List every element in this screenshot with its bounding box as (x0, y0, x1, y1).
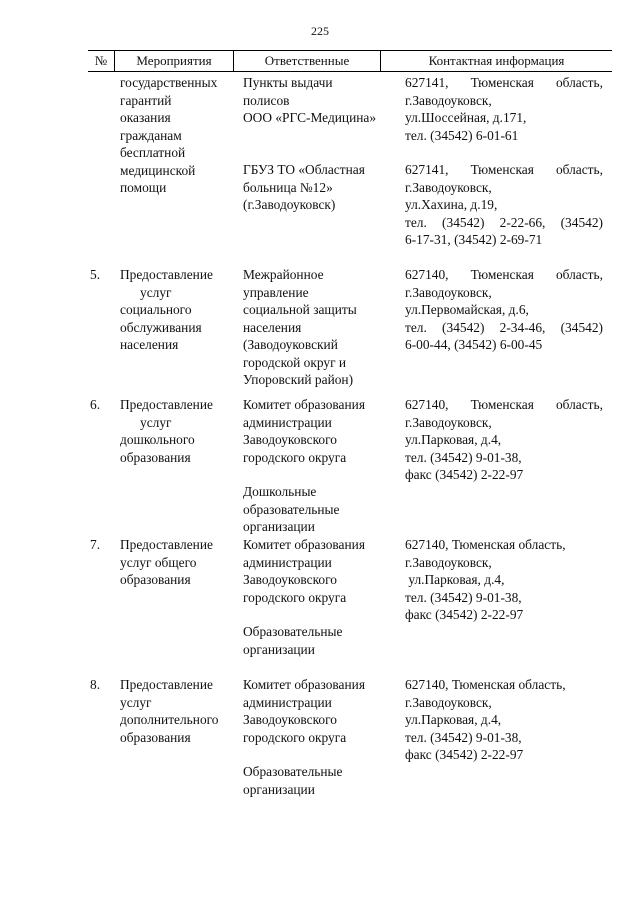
responsible-line: социальной защиты (243, 302, 357, 317)
contact-line: тел. (34542) 9-01-38, (405, 449, 522, 465)
contact-line: 627141, Тюменская область, (405, 162, 603, 177)
responsible-line: городского округа (243, 729, 347, 745)
responsible-line: городского округа (243, 589, 347, 605)
event-line: гражданам (120, 127, 182, 143)
responsible-line: Заводоуковского (243, 572, 337, 587)
event-line: Предоставление (120, 267, 213, 282)
responsible-line: Комитет образования (243, 397, 365, 412)
row-number: 7. (90, 537, 101, 552)
responsible-cell (243, 266, 357, 389)
responsible-line: городского округа (243, 449, 347, 465)
responsible-line: администрации (243, 694, 332, 710)
contact-line: ул.Парковая, д.4, (405, 572, 505, 587)
event-line: дошкольного (120, 432, 195, 447)
contact-line: ул.Шоссейная, д.171, (405, 110, 527, 125)
responsible-line: Комитет образования (243, 677, 365, 692)
responsible-line: организации (243, 641, 315, 657)
responsible-line: городской округ и (243, 354, 347, 370)
contact-line: г.Заводоуковск, (405, 284, 492, 300)
responsible-line: населения (243, 319, 302, 335)
event-line: Предоставление (120, 397, 213, 412)
contact-cell (405, 74, 603, 144)
event-cell (120, 536, 213, 589)
contact-line: тел. (34542) 2-22-66, (34542) (405, 214, 603, 230)
contact-line: 627140, Тюменская область, (405, 267, 603, 282)
contact-cell (405, 266, 603, 354)
event-line: услуг общего (120, 554, 197, 570)
contact-line: 6-00-44, (34542) 6-00-45 (405, 337, 543, 352)
contact-line: 627140, Тюменская область, (405, 397, 603, 412)
row-number: 6. (90, 397, 101, 412)
contact-line: ул.Парковая, д.4, (405, 712, 502, 727)
responsible-line: Пункты выдачи (243, 75, 333, 90)
contact-line: 6-17-31, (34542) 2-69-71 (405, 232, 543, 247)
contact-cell (405, 161, 603, 249)
contact-line: ул.Первомайская, д.6, (405, 302, 529, 317)
responsible-line: (Заводоуковский (243, 337, 338, 352)
contact-line: ул.Парковая, д.4, (405, 432, 502, 447)
event-line: оказания (120, 110, 171, 125)
responsible-line: Межрайонное (243, 267, 324, 282)
contact-line: факс (34542) 2-22-97 (405, 747, 524, 762)
responsible-cell (243, 536, 365, 606)
row-number: 8. (90, 677, 101, 692)
event-line: образования (120, 729, 191, 745)
contact-line: тел. (34542) 6-01-61 (405, 127, 519, 143)
event-line: дополнительного (120, 712, 219, 727)
responsible-line: администрации (243, 414, 332, 430)
responsible-line: больница №12» (243, 179, 333, 195)
event-line: медицинской (120, 162, 196, 178)
contact-cell (405, 396, 603, 484)
responsible-line: Образовательные (243, 764, 343, 779)
header-responsible: Ответственные (264, 53, 350, 68)
responsible-line: Заводоуковского (243, 712, 337, 727)
responsible-line: Образовательные (243, 624, 343, 639)
responsible-line: Упоровский район) (243, 372, 354, 387)
contact-line: факс (34542) 2-22-97 (405, 607, 524, 622)
contact-line: 627141, Тюменская область, (405, 75, 603, 90)
responsible-line: полисов (243, 92, 290, 108)
event-line: Предоставление (120, 677, 213, 692)
event-line: населения (120, 337, 179, 352)
event-line: Предоставление (120, 537, 213, 552)
contact-line: тел. (34542) 9-01-38, (405, 589, 522, 605)
contact-line: г.Заводоуковск, (405, 554, 492, 570)
responsible-line: (г.Заводоуковск) (243, 197, 336, 212)
contact-cell (405, 676, 603, 764)
responsible-cell (243, 763, 342, 798)
event-line: помощи (120, 180, 167, 195)
contact-line: г.Заводоуковск, (405, 92, 492, 108)
responsible-cell (243, 483, 340, 536)
header-event: Мероприятия (136, 53, 212, 68)
contact-line: г.Заводоуковск, (405, 414, 492, 430)
responsible-cell (243, 161, 365, 214)
event-cell (120, 74, 217, 197)
responsible-line: Дошкольные (243, 484, 317, 499)
event-line: услуг (140, 284, 172, 300)
row-number: 5. (90, 267, 101, 282)
responsible-line: организации (243, 781, 315, 797)
responsible-line: организации (243, 519, 315, 534)
responsible-line: ГБУЗ ТО «Областная (243, 162, 365, 177)
responsible-cell (243, 396, 365, 466)
header-contact: Контактная информация (428, 53, 565, 68)
contact-line: г.Заводоуковск, (405, 694, 492, 710)
responsible-cell (243, 676, 365, 746)
event-cell (120, 676, 219, 746)
event-line: гарантий (120, 92, 172, 108)
event-cell (120, 266, 213, 354)
responsible-cell (243, 623, 342, 658)
responsible-cell (243, 74, 376, 127)
responsible-line: Комитет образования (243, 537, 365, 552)
page-number: 225 (311, 24, 329, 38)
contact-line: тел. (34542) 2-34-46, (34542) (405, 319, 603, 335)
responsible-line: образовательные (243, 501, 340, 517)
contact-line: 627140, Тюменская область, (405, 677, 566, 692)
responsible-line: администрации (243, 554, 332, 570)
table-header (88, 50, 612, 72)
event-line: социального (120, 302, 192, 317)
event-line: услуг (140, 414, 172, 430)
header-num: № (94, 53, 108, 68)
responsible-line: Заводоуковского (243, 432, 337, 447)
event-cell (120, 396, 213, 466)
event-line: услуг (120, 694, 152, 710)
contact-line: тел. (34542) 9-01-38, (405, 729, 522, 745)
event-line: обслуживания (120, 319, 202, 335)
contact-line: г.Заводоуковск, (405, 179, 492, 195)
contact-line: факс (34542) 2-22-97 (405, 467, 524, 482)
responsible-line: управление (243, 284, 309, 300)
event-line: образования (120, 572, 191, 587)
event-line: бесплатной (120, 145, 186, 160)
contact-line: 627140, Тюменская область, (405, 537, 566, 552)
responsible-line: ООО «РГС-Медицина» (243, 110, 377, 125)
contact-cell (405, 536, 603, 624)
event-line: государственных (120, 75, 218, 90)
contact-line: ул.Хахина, д.19, (405, 197, 498, 212)
event-line: образования (120, 449, 191, 465)
